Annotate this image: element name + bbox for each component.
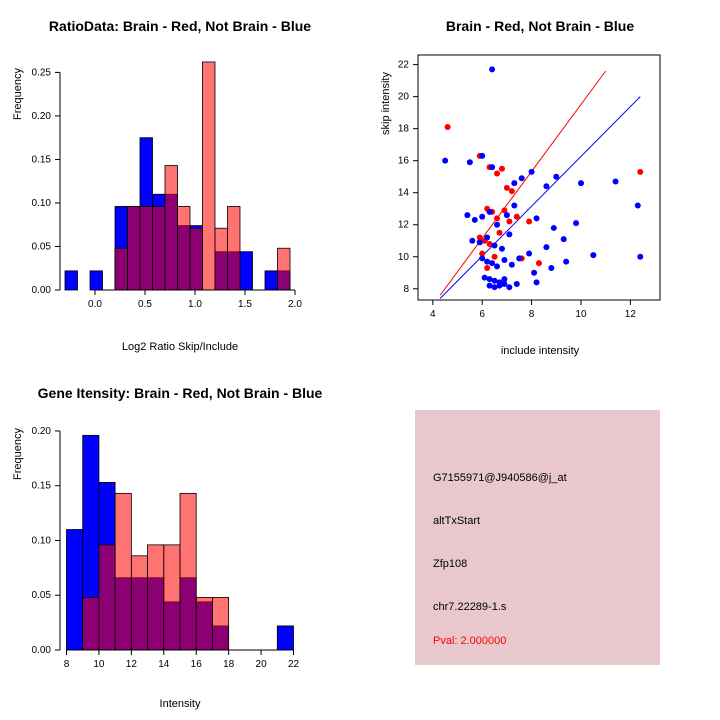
gene-intensity-xlabel: Intensity	[159, 698, 201, 710]
scatter-point-not-brain	[543, 183, 549, 189]
scatter-point-not-brain	[494, 263, 500, 269]
y-tick-label: 0.05	[31, 590, 51, 602]
scatter-point-not-brain	[514, 281, 520, 287]
hist-bar-brain-17	[278, 248, 291, 290]
hist-bar-brain-5	[128, 206, 141, 290]
hist-bar-brain-2	[99, 545, 115, 650]
scatter-point-brain	[526, 219, 532, 225]
hist-bar-brain-8	[165, 166, 178, 290]
ratio-histogram-plot	[0, 0, 360, 360]
ratio-histogram-title: RatioData: Brain - Red, Not Brain - Blue	[48, 18, 312, 34]
scatter-point-brain	[504, 185, 510, 191]
scatter-point-not-brain	[489, 260, 495, 266]
scatter-point-not-brain	[479, 153, 485, 159]
scatter-point-brain	[494, 215, 500, 221]
scatter-point-not-brain	[613, 179, 619, 185]
hist-bar-not-brain-0	[65, 271, 78, 290]
y-tick-label: 8	[403, 283, 409, 295]
scatter-point-not-brain	[635, 203, 641, 209]
scatter-point-not-brain	[548, 265, 554, 271]
y-tick-label: 0.25	[31, 67, 51, 79]
hist-bar-not-brain-0	[66, 530, 82, 650]
scatter-point-not-brain	[529, 169, 535, 175]
scatter-point-not-brain	[578, 180, 584, 186]
x-tick-label: 12	[125, 659, 137, 670]
hist-bar-brain-3	[115, 493, 131, 650]
panel-intensity-scatter	[360, 0, 720, 360]
scatter-point-brain	[494, 170, 500, 176]
y-tick-label: 12	[397, 219, 409, 231]
scatter-point-not-brain	[531, 270, 537, 276]
scatter-point-not-brain	[501, 281, 507, 287]
x-tick-label: 1.5	[238, 299, 252, 310]
scatter-point-not-brain	[472, 217, 478, 223]
x-tick-label: 10	[93, 659, 105, 670]
scatter-point-not-brain	[464, 212, 470, 218]
scatter-title: Brain - Red, Not Brain - Blue	[445, 18, 635, 34]
y-tick-label: 18	[397, 123, 409, 135]
scatter-point-not-brain	[561, 236, 567, 242]
scatter-point-brain	[484, 265, 490, 271]
scatter-point-brain	[496, 230, 502, 236]
scatter-point-not-brain	[511, 203, 517, 209]
y-tick-label: 0.20	[31, 425, 51, 437]
scatter-point-brain	[637, 169, 643, 175]
y-tick-label: 0.00	[31, 645, 51, 656]
hist-bar-brain-8	[196, 597, 212, 650]
scatter-point-not-brain	[504, 212, 510, 218]
scatter-point-not-brain	[590, 252, 596, 258]
scatter-point-not-brain	[469, 238, 475, 244]
x-tick-label: 1.0	[188, 299, 202, 310]
scatter-point-not-brain	[477, 239, 483, 245]
y-tick-label: 14	[397, 187, 409, 199]
info-box	[415, 410, 660, 665]
scatter-plot	[360, 0, 720, 360]
gene-intensity-title: Gene Itensity: Brain - Red, Not Brain - Blue	[37, 385, 323, 401]
x-tick-label: 8	[63, 659, 70, 670]
x-tick-label: 10	[575, 309, 587, 320]
scatter-point-not-brain	[509, 262, 515, 268]
y-tick-label: 22	[397, 59, 409, 71]
scatter-point-not-brain	[499, 246, 505, 252]
scatter-point-brain	[445, 124, 451, 130]
scatter-point-not-brain	[492, 243, 498, 249]
scatter-point-not-brain	[506, 284, 512, 290]
x-tick-label: 0.0	[88, 299, 102, 310]
scatter-point-not-brain	[487, 209, 493, 215]
y-tick-label: 0.10	[31, 535, 51, 547]
x-tick-label: 4	[430, 309, 436, 320]
hist-bar-not-brain-2	[90, 271, 103, 290]
hist-bar-brain-4	[115, 248, 128, 290]
hist-bar-brain-12	[215, 228, 228, 290]
x-tick-label: 12	[624, 309, 636, 320]
x-tick-label: 0.5	[138, 299, 152, 310]
y-tick-label: 0.10	[31, 197, 51, 209]
hist-bar-brain-4	[131, 556, 147, 650]
panel-ratio-histogram	[0, 0, 360, 360]
info-line-pval: Pval: 2.000000	[433, 635, 507, 647]
hist-bar-brain-10	[190, 228, 203, 290]
blue-line	[440, 97, 640, 299]
x-tick-label: 18	[223, 659, 235, 670]
y-tick-label: 0.15	[31, 480, 51, 492]
hist-bar-brain-9	[178, 206, 191, 290]
scatter-point-not-brain	[519, 175, 525, 181]
scatter-point-not-brain	[489, 66, 495, 72]
scatter-point-not-brain	[489, 164, 495, 170]
hist-bar-brain-1	[83, 597, 99, 650]
x-tick-label: 8	[528, 309, 535, 320]
x-tick-label: 16	[190, 659, 202, 670]
y-tick-label: 20	[397, 91, 409, 103]
scatter-point-not-brain	[534, 279, 540, 285]
scatter-point-brain	[514, 214, 520, 220]
y-tick-label: 0.15	[31, 154, 51, 166]
hist-bar-brain-11	[203, 62, 216, 290]
info-line-coordinate: chr7.22289-1.s	[433, 601, 507, 613]
hist-bar-brain-7	[180, 493, 196, 650]
x-tick-label: 22	[287, 659, 300, 670]
scatter-point-not-brain	[551, 225, 557, 231]
scatter-point-not-brain	[563, 259, 569, 265]
scatter-point-not-brain	[506, 231, 512, 237]
info-line-event: altTxStart	[433, 515, 481, 527]
scatter-ylabel: skip intensity	[380, 72, 392, 135]
scatter-point-not-brain	[479, 255, 485, 261]
scatter-point-not-brain	[484, 235, 490, 241]
ratio-histogram-ylabel: Frequency	[12, 68, 24, 120]
scatter-point-brain	[499, 166, 505, 172]
hist-bar-brain-7	[153, 206, 166, 290]
hist-bar-brain-6	[140, 206, 153, 290]
scatter-point-not-brain	[516, 255, 522, 261]
y-tick-label: 0.20	[31, 110, 51, 122]
scatter-point-not-brain	[442, 158, 448, 164]
scatter-point-brain	[536, 260, 542, 266]
scatter-point-not-brain	[501, 257, 507, 263]
scatter-point-not-brain	[494, 222, 500, 228]
hist-bar-not-brain-16	[265, 271, 278, 290]
hist-bar-brain-13	[228, 206, 241, 290]
y-tick-label: 0.05	[31, 241, 51, 253]
scatter-point-not-brain	[573, 220, 579, 226]
scatter-point-brain	[506, 219, 512, 225]
gene-intensity-plot	[0, 360, 360, 720]
info-line-probe: G7155971@J940586@j_at	[433, 472, 567, 484]
hist-bar-not-brain-14	[240, 252, 253, 290]
y-tick-label: 10	[397, 251, 409, 263]
hist-bar-brain-9	[212, 597, 228, 650]
y-tick-label: 16	[397, 155, 409, 167]
gene-intensity-ylabel: Frequency	[12, 428, 24, 480]
info-line-gene: Zfp108	[433, 558, 468, 570]
scatter-point-not-brain	[637, 254, 643, 260]
scatter-point-not-brain	[511, 180, 517, 186]
scatter-point-not-brain	[479, 214, 485, 220]
x-tick-label: 2.0	[288, 299, 302, 310]
scatter-point-brain	[492, 254, 498, 260]
hist-bar-brain-6	[164, 545, 180, 650]
scatter-point-not-brain	[553, 174, 559, 180]
x-tick-label: 6	[479, 309, 485, 320]
ratio-histogram-xlabel: Log2 Ratio Skip/Include	[121, 341, 239, 353]
y-tick-label: 0.00	[31, 285, 51, 296]
hist-bar-not-brain-13	[277, 626, 293, 650]
scatter-point-brain	[509, 188, 515, 194]
hist-bar-brain-5	[148, 545, 164, 650]
scatter-point-not-brain	[467, 159, 473, 165]
x-tick-label: 20	[255, 659, 267, 670]
scatter-point-not-brain	[534, 215, 540, 221]
scatter-xlabel: include intensity	[500, 345, 580, 357]
panel-gene-intensity-histogram	[0, 360, 360, 720]
scatter-point-not-brain	[543, 244, 549, 250]
scatter-point-not-brain	[526, 251, 532, 257]
x-tick-label: 14	[158, 659, 170, 670]
